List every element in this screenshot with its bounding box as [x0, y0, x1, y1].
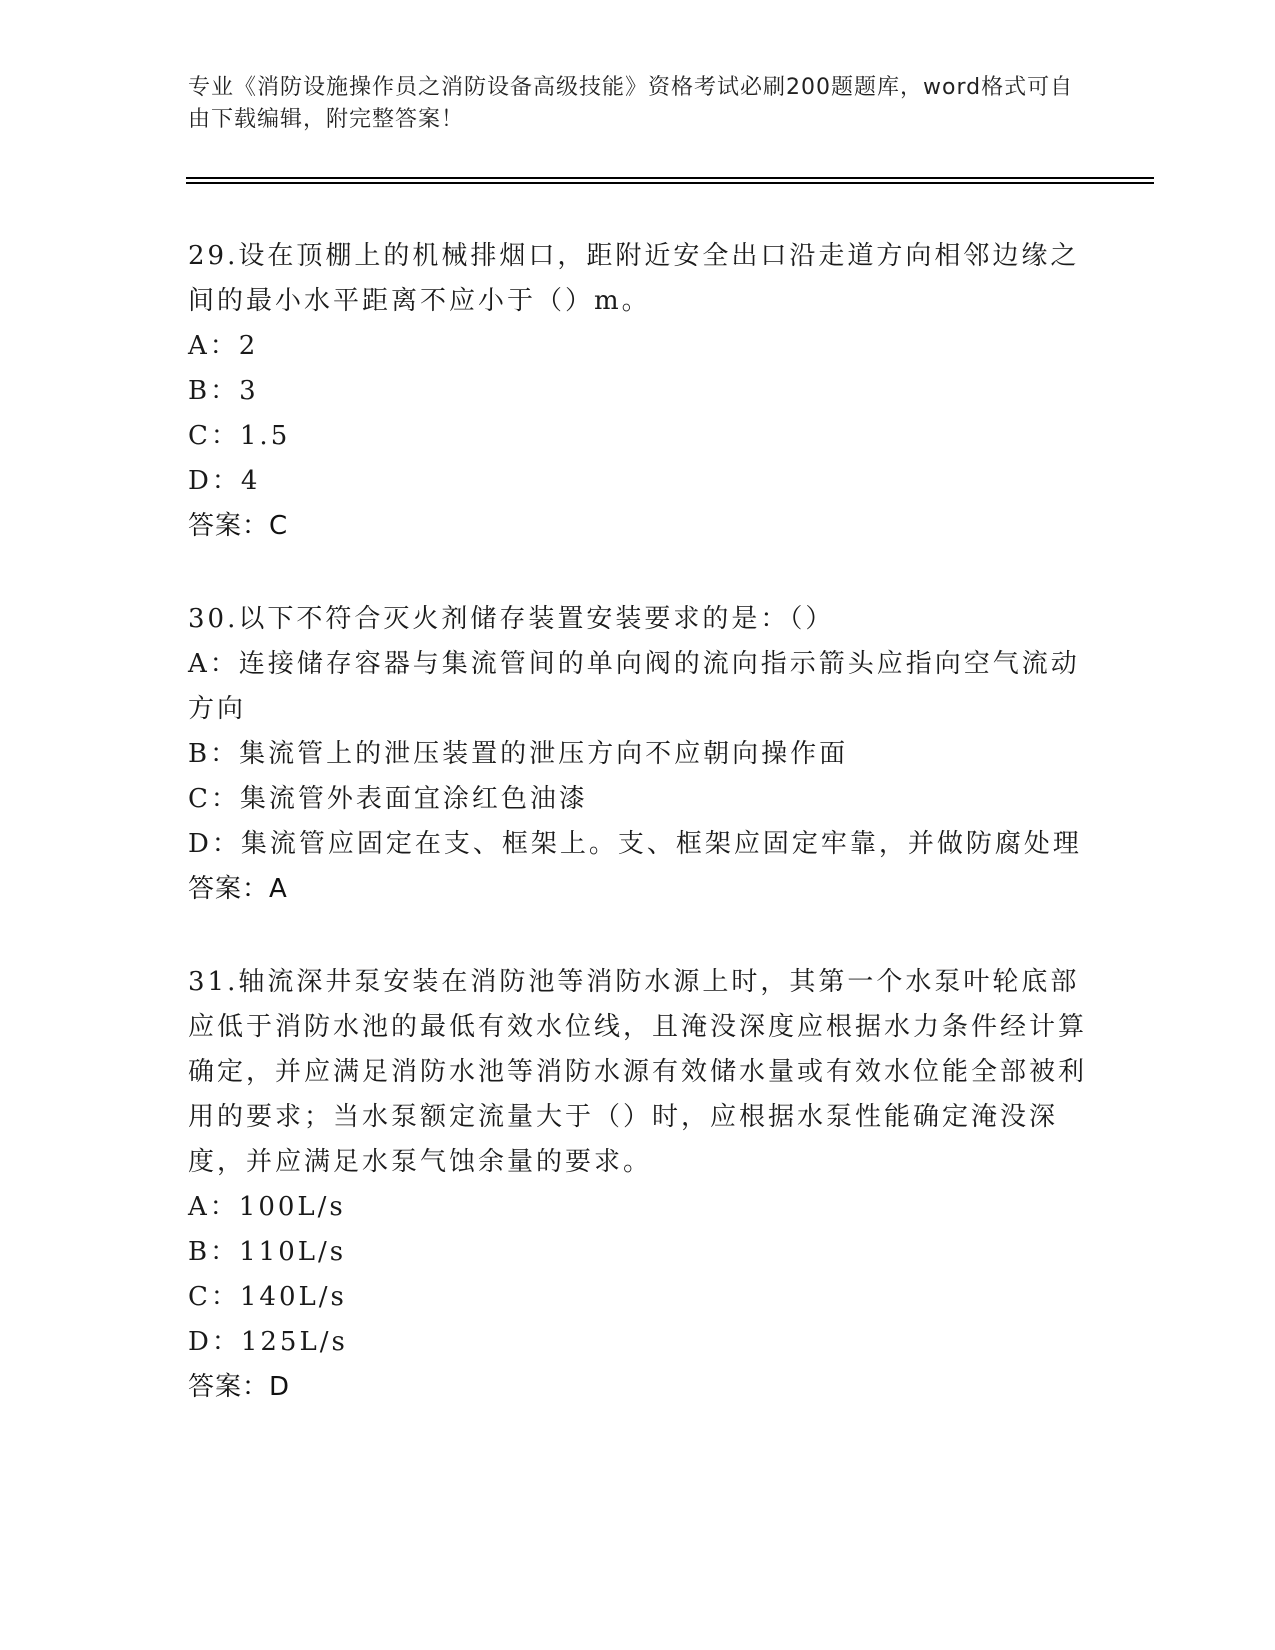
header-divider-bottom: [186, 182, 1154, 184]
header-divider-top: [186, 177, 1154, 179]
option-c: C：1.5: [188, 421, 291, 451]
option-b: B：3: [188, 376, 259, 406]
question-29: [188, 234, 1088, 549]
option-b: B：集流管上的泄压装置的泄压方向不应朝向操作面: [188, 739, 849, 769]
option-d: D：集流管应固定在支、框架上。支、框架应固定牢靠，并做防腐处理: [188, 829, 1082, 859]
option-c: C：140L/s: [188, 1282, 347, 1312]
question-30: [188, 597, 1088, 912]
option-b: B：110L/s: [188, 1237, 347, 1267]
answer-line: 答案：A: [188, 874, 288, 904]
option-d: D：4: [188, 466, 261, 496]
option-a: A：2: [188, 331, 259, 361]
option-a: A：连接储存容器与集流管间的单向阀的流向指示箭头应指向空气流动方向: [188, 649, 1080, 724]
question-stem: 30.以下不符合灭火剂储存装置安装要求的是：（）: [188, 604, 835, 634]
answer-line: 答案：C: [188, 511, 289, 541]
option-d: D：125L/s: [188, 1327, 348, 1357]
document-header: 专业《消防设施操作员之消防设备高级技能》资格考试必刷200题题库，word格式可自由下载编辑，附完整答案！: [188, 75, 1074, 132]
option-c: C：集流管外表面宜涂红色油漆: [188, 784, 588, 814]
question-stem: 29.设在顶棚上的机械排烟口，距附近安全出口沿走道方向相邻边缘之间的最小水平距离不应小于（）m。: [188, 241, 1080, 316]
question-31: [188, 960, 1088, 1410]
question-stem: 31.轴流深井泵安装在消防池等消防水源上时，其第一个水泵叶轮底部应低于消防水池的最低有效水位线，且淹没深度应根据水力条件经计算确定，并应满足消防水池等消防水源有效储水量或有效水位能全部被利用的要求；当水泵额定流量大于（）时，应根据水泵性能确定淹没深度，并应满足水泵气蚀余量的要求。: [188, 967, 1088, 1177]
answer-line: 答案：D: [188, 1372, 291, 1402]
option-a: A：100L/s: [188, 1192, 346, 1222]
